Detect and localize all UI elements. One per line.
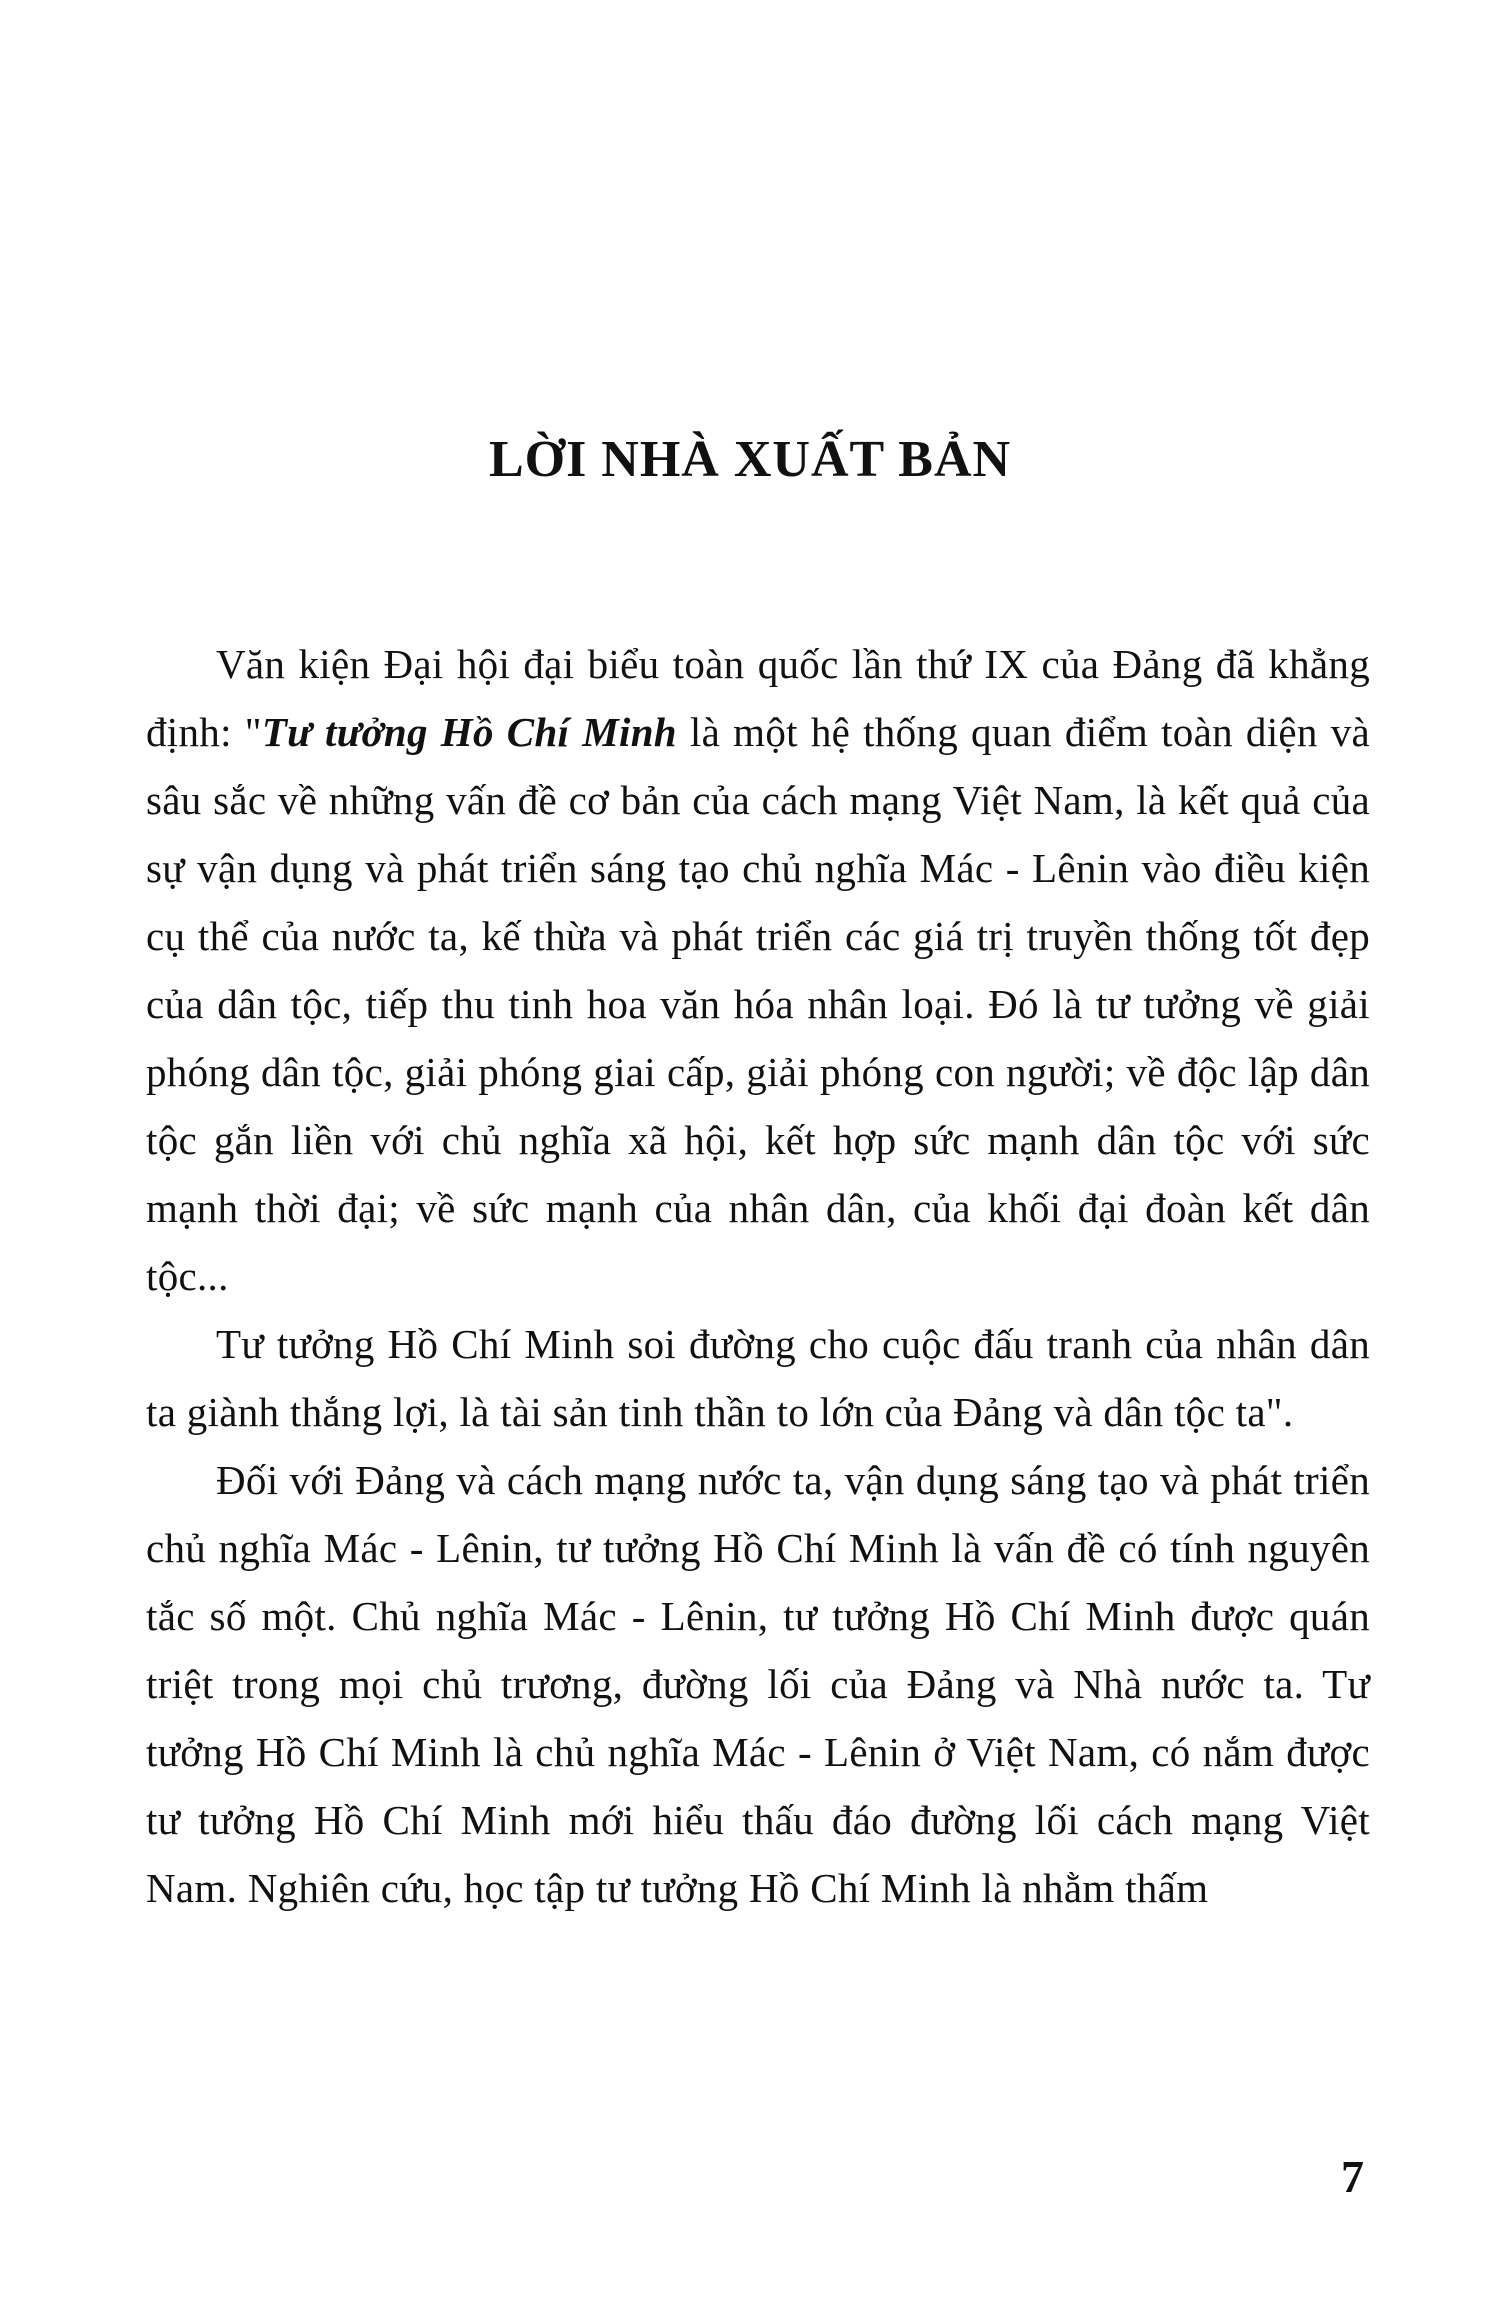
page-title: LỜI NHÀ XUẤT BẢN bbox=[488, 431, 1012, 488]
paragraph-1-after: là một hệ thống quan điểm toàn diện và sâu sắc về những vấn đề cơ bản của cách mạng Việt Nam, là kết quả của sự vận dụng và phát triển sáng tạo chủ nghĩa Mác - Lênin vào điều kiện cụ thể của nước ta, kế thừa và phát triển các giá trị truyền thống tốt đẹp của dân tộc, tiếp thu tinh hoa văn hóa nhân loại. Đó là tư tưởng về giải phóng dân tộc, giải phóng giai cấp, giải phóng con người; về độc lập dân tộc gắn liền với chủ nghĩa xã hội, kết hợp sức mạnh dân tộc với sức mạnh thời đại; về sức mạnh của nhân dân, của khối đại đoàn kết dân tộc... bbox=[146, 709, 1371, 1299]
paragraph-3: Đối với Đảng và cách mạng nước ta, vận dụng sáng tạo và phát triển chủ nghĩa Mác - Lênin, tư tưởng Hồ Chí Minh là vấn đề có tính nguyên tắc số một. Chủ nghĩa Mác - Lênin, tư tưởng Hồ Chí Minh được quán triệt trong mọi chủ trương, đường lối của Đảng và Nhà nước ta. Tư tưởng Hồ Chí Minh là chủ nghĩa Mác - Lênin ở Việt Nam, có nắm được tư tưởng Hồ Chí Minh mới hiểu thấu đáo đường lối cách mạng Việt Nam. Nghiên cứu, học tập tư tưởng Hồ Chí Minh là nhằm thấm bbox=[146, 1457, 1370, 1911]
page-number: 7 bbox=[1341, 2151, 1364, 2202]
paragraph-2: Tư tưởng Hồ Chí Minh soi đường cho cuộc đấu tranh của nhân dân ta giành thắng lợi, là tài sản tinh thần to lớn của Đảng và dân tộc ta". bbox=[146, 1321, 1370, 1435]
paragraph-1-emphasis: Tư tưởng Hồ Chí Minh bbox=[261, 709, 677, 755]
paragraph-1-before: Văn kiện Đại hội đại biểu toàn quốc lần thứ IX của Đảng đã khẳng định: " bbox=[146, 641, 1370, 755]
body-text bbox=[146, 630, 1370, 1922]
paragraph-1 bbox=[146, 630, 1370, 1310]
